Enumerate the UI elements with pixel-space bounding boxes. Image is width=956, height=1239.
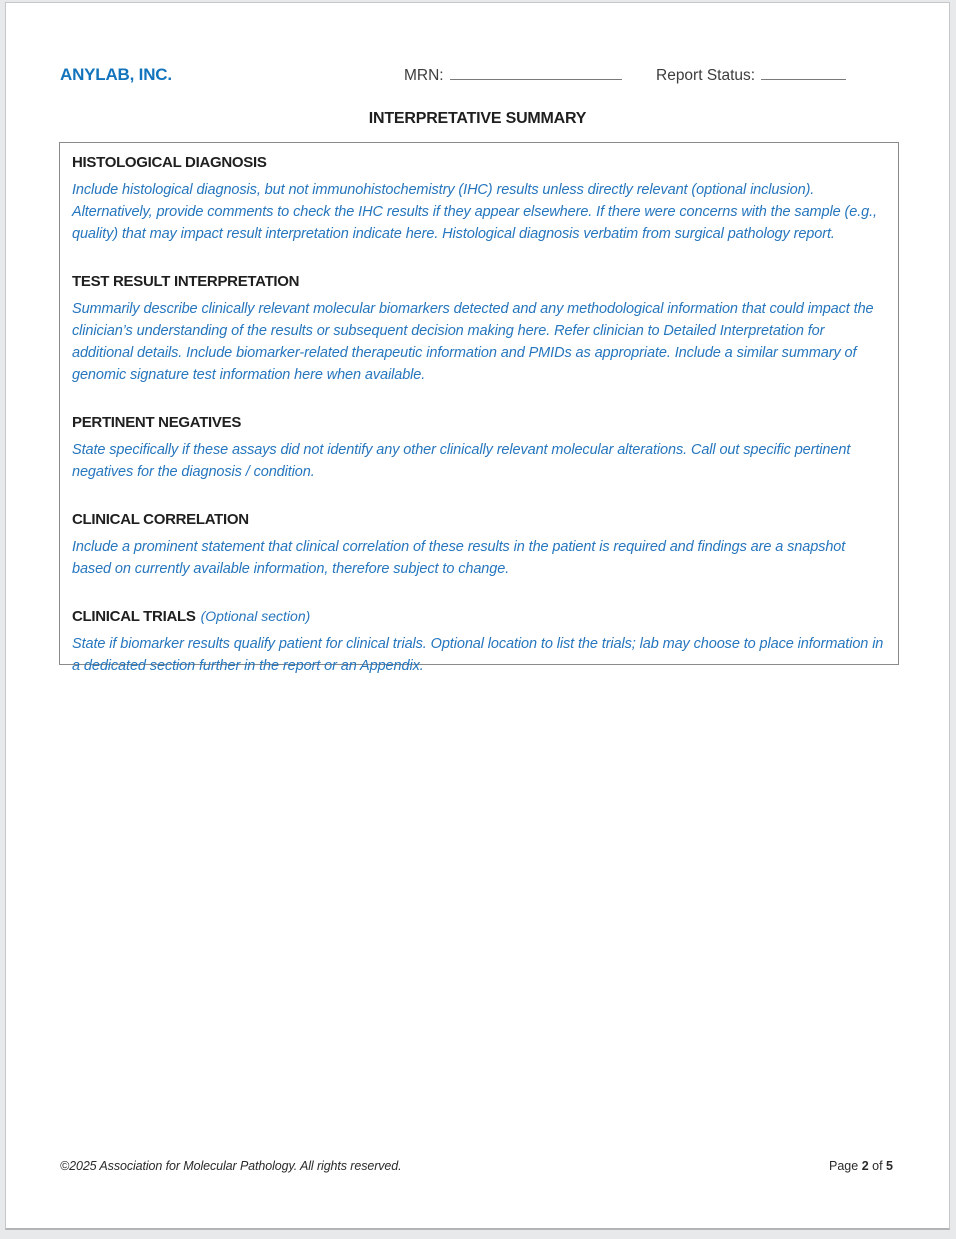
section-clinical-correlation xyxy=(72,510,886,580)
section-test-result-interpretation xyxy=(72,272,886,386)
section-heading: CLINICAL TRIALS xyxy=(72,608,196,625)
page-total: 5 xyxy=(886,1159,893,1173)
footer-copyright: ©2025 Association for Molecular Pathology. All rights reserved. xyxy=(60,1159,402,1173)
section-clinical-trials xyxy=(72,607,886,677)
interpretative-summary-box xyxy=(59,142,899,674)
report-status-field xyxy=(656,66,846,85)
page-title: INTERPRETATIVE SUMMARY xyxy=(368,110,587,127)
section-body: Include a prominent statement that clinical correlation of these results in the patient is required and findings are a snapshot based on currently available information, therefore subject to change. xyxy=(72,539,846,577)
mrn-field xyxy=(404,66,622,85)
section-heading: CLINICAL CORRELATION xyxy=(72,511,249,528)
section-pertinent-negatives xyxy=(72,413,886,483)
of-word: of xyxy=(872,1159,883,1173)
section-heading: HISTOLOGICAL DIAGNOSIS xyxy=(72,154,267,171)
page-footer xyxy=(60,1159,893,1173)
section-note: (Optional section) xyxy=(200,608,311,624)
report-status-fill-line xyxy=(761,66,846,80)
page-number: 2 xyxy=(861,1159,869,1173)
section-histological-diagnosis xyxy=(72,153,886,245)
mrn-label: MRN: xyxy=(404,67,444,84)
report-status-label: Report Status: xyxy=(656,67,756,84)
section-heading: PERTINENT NEGATIVES xyxy=(72,414,242,431)
section-body: Summarily describe clinically relevant molecular biomarkers detected and any methodological information that could impact the clinician’s understanding of the results or subsequent decision making here. Refer clinician to Detailed Interpretation for additional details. Include biomarker-related therapeutic information and PMIDs as appropriate. Include a similar summary of genomic signature test information here when available. xyxy=(72,301,874,383)
section-body: State if biomarker results qualify patient for clinical trials. Optional location to list the trials; lab may choose to place information in a dedicated section further in the report or an Appendix. xyxy=(72,636,884,674)
page-indicator xyxy=(829,1159,893,1173)
page-header xyxy=(6,65,949,91)
section-body: State specifically if these assays did not identify any other clinically relevant molecular alterations. Call out specific pertinent negatives for the diagnosis / condition. xyxy=(72,442,851,480)
mrn-fill-line xyxy=(450,66,622,80)
report-page xyxy=(5,2,950,1230)
section-body: Include histological diagnosis, but not immunohistochemistry (IHC) results unless directly relevant (optional inclusion). Alternatively, provide comments to check the IHC results if they appear elsewhere. If there were concerns with the sample (e.g., quality) that may impact result interpretation indicate here. Histological diagnosis verbatim from surgical pathology report. xyxy=(72,182,877,242)
section-heading: TEST RESULT INTERPRETATION xyxy=(72,273,300,290)
page-word: Page xyxy=(829,1159,859,1173)
company-name: ANYLAB, INC. xyxy=(60,65,172,84)
